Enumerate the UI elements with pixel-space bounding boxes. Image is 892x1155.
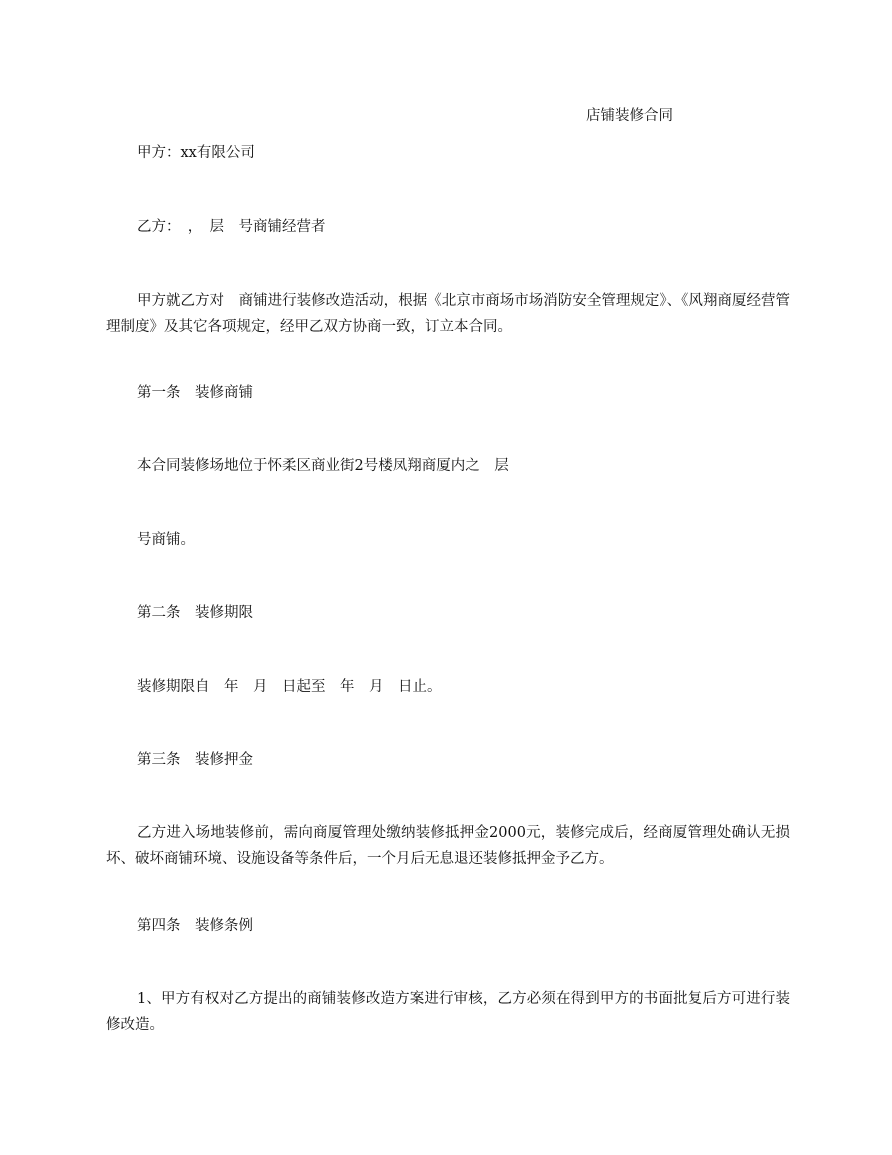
article-1-heading: 第一条 装修商铺 [137,385,253,401]
article-4-heading: 第四条 装修条例 [137,918,253,934]
article-2-period-line: 装修期限自 年 月 日起至 年 月 日止。 [137,679,442,695]
article-3-deposit-paragraph: 乙方进入场地装修前，需向商厦管理处缴纳装修抵押金2000元，装修完成后，经商厦管理处确认无损坏、破坏商铺环境、设施设备等条件后，一个月后无息退还装修抵押金予乙方。 [106,825,790,867]
article-2-heading: 第二条 装修期限 [137,605,253,621]
article-1-shop-number-line: 号商铺。 [137,532,195,548]
article-3-heading: 第三条 装修押金 [137,752,253,768]
party-a-line: 甲方：xx有限公司 [137,145,255,161]
preamble-paragraph: 甲方就乙方对 商铺进行装修改造活动，根据《北京市商场市场消防安全管理规定》、《风翔商厦经营管理制度》及其它各项规定，经甲乙双方协商一致，订立本合同。 [106,293,790,335]
article-4-clause-1: 1、甲方有权对乙方提出的商铺装修改造方案进行审核，乙方必须在得到甲方的书面批复后方可进行装修改造。 [106,991,790,1033]
party-b-line: 乙方： ， 层 号商铺经营者 [137,219,326,235]
article-1-location-line: 本合同装修场地位于怀柔区商业街2号楼凤翔商厦内之 层 [137,458,509,474]
document-title: 店铺装修合同 [586,108,673,124]
